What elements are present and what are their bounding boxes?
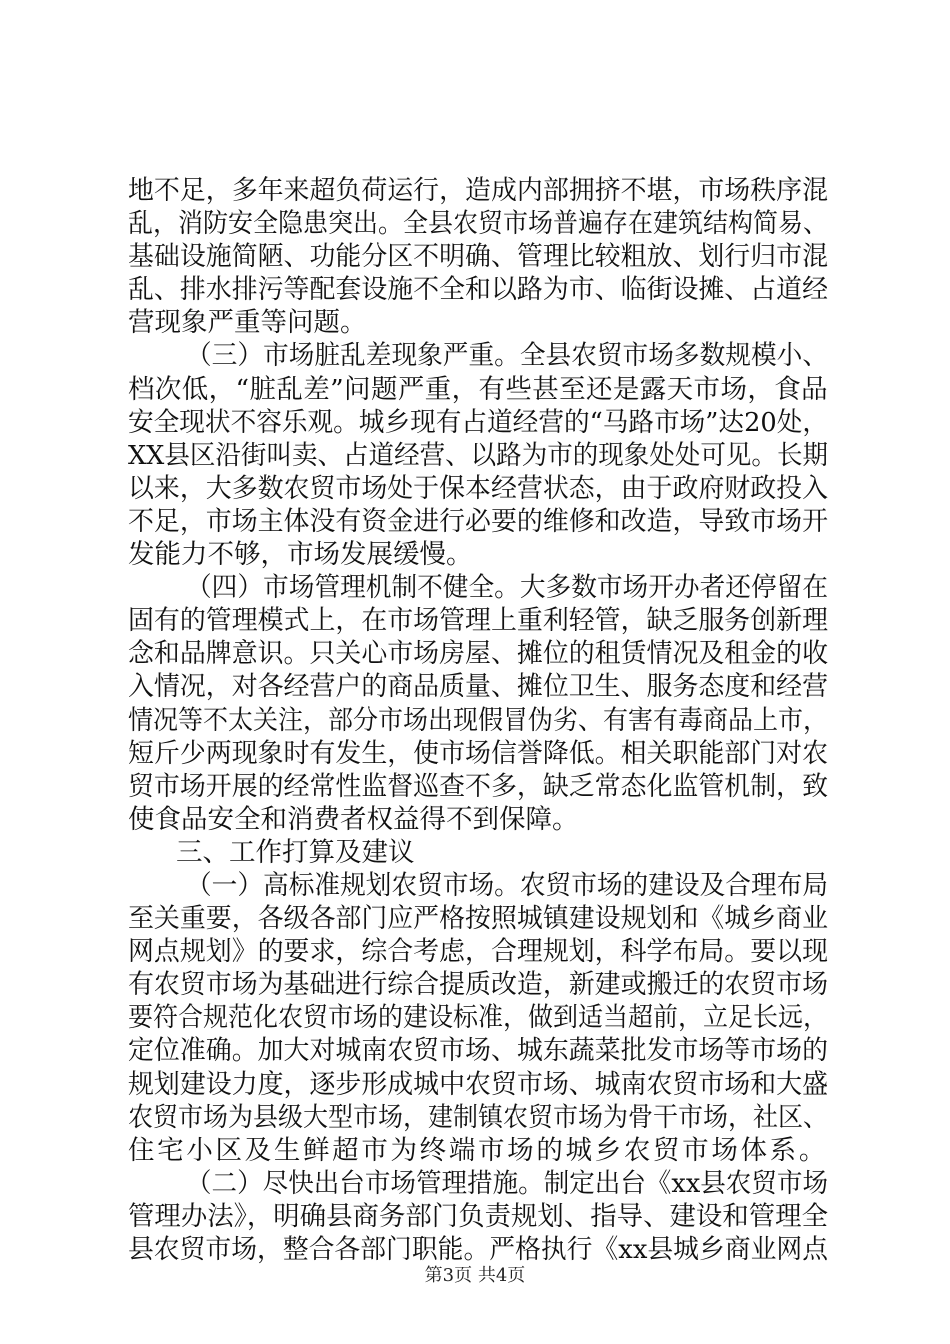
text-line: 要符合规范化农贸市场的建设标准，做到适当超前，立足长远， [128,1002,828,1034]
text-line: 乱、排水排污等配套设施不全和以路为市、临街设摊、占道经 [128,274,828,306]
text-line: （四）市场管理机制不健全。大多数市场开办者还停留在 [186,572,828,604]
text-line: 短斤少两现象时有发生，使市场信誉降低。相关职能部门对农 [128,737,828,769]
text-line: 营现象严重等问题。 [128,307,367,339]
text-line: 发能力不够，市场发展缓慢。 [128,539,473,571]
text-line: 固有的管理模式上，在市场管理上重利轻管，缺乏服务创新理 [128,605,828,637]
text-line: 三、工作打算及建议 [176,836,415,868]
text-line: 农贸市场为县级大型市场，建制镇农贸市场为骨干市场，社区、 [128,1101,828,1133]
text-line: 乱，消防安全隐患突出。全县农贸市场普遍存在建筑结构简易、 [128,208,828,240]
text-line: 定位准确。加大对城南农贸市场、城东蔬菜批发市场等市场的 [128,1035,828,1067]
text-line: 以来，大多数农贸市场处于保本经营状态，由于政府财政投入 [128,472,828,504]
text-line: XX县区沿街叫卖、占道经营、以路为市的现象处处可见。长期 [128,439,828,471]
text-line: 县农贸市场，整合各部门职能。严格执行《xx县城乡商业网点 [128,1234,828,1265]
text-line: （二）尽快出台市场管理措施。制定出台《xx县农贸市场 [186,1167,828,1199]
text-line: 地不足，多年来超负荷运行，造成内部拥挤不堪，市场秩序混 [128,175,828,206]
text-line: 情况等不太关注，部分市场出现假冒伪劣、有害有毒商品上市， [128,704,828,736]
text-line: 不足，市场主体没有资金进行必要的维修和改造，导致市场开 [128,505,828,537]
text-line: 念和品牌意识。只关心市场房屋、摊位的租赁情况及租金的收 [128,638,828,670]
text-line: 安全现状不容乐观。城乡现有占道经营的“马路市场”达20处， [128,406,828,438]
text-line: 至关重要，各级各部门应严格按照城镇建设规划和《城乡商业 [128,903,828,935]
text-line: 规划建设力度，逐步形成城中农贸市场、城南农贸市场和大盛 [128,1068,828,1100]
text-line: 网点规划》的要求，综合考虑，合理规划，科学布局。要以现 [128,936,828,968]
text-line: 入情况，对各经营户的商品质量、摊位卫生、服务态度和经营 [128,671,828,703]
document-body [128,174,828,1266]
text-line: 住宅小区及生鲜超市为终端市场的城乡农贸市场体系。 [128,1134,828,1166]
text-line: 有农贸市场为基础进行综合提质改造，新建或搬迁的农贸市场 [128,969,828,1001]
text-line: （一）高标准规划农贸市场。农贸市场的建设及合理布局 [186,869,828,901]
text-line: 基础设施简陋、功能分区不明确、管理比较粗放、划行归市混 [128,241,828,273]
text-line: 档次低，“脏乱差”问题严重，有些甚至还是露天市场，食品 [128,373,828,405]
text-line: 管理办法》，明确县商务部门负责规划、指导、建设和管理全 [128,1200,828,1232]
page-footer: 第3页 共4页 [424,1265,526,1286]
text-line: 使食品安全和消费者权益得不到保障。 [128,803,579,835]
text-line: （三）市场脏乱差现象严重。全县农贸市场多数规模小、 [186,340,828,372]
text-line: 贸市场开展的经常性监督巡查不多，缺乏常态化监管机制，致 [128,770,828,802]
